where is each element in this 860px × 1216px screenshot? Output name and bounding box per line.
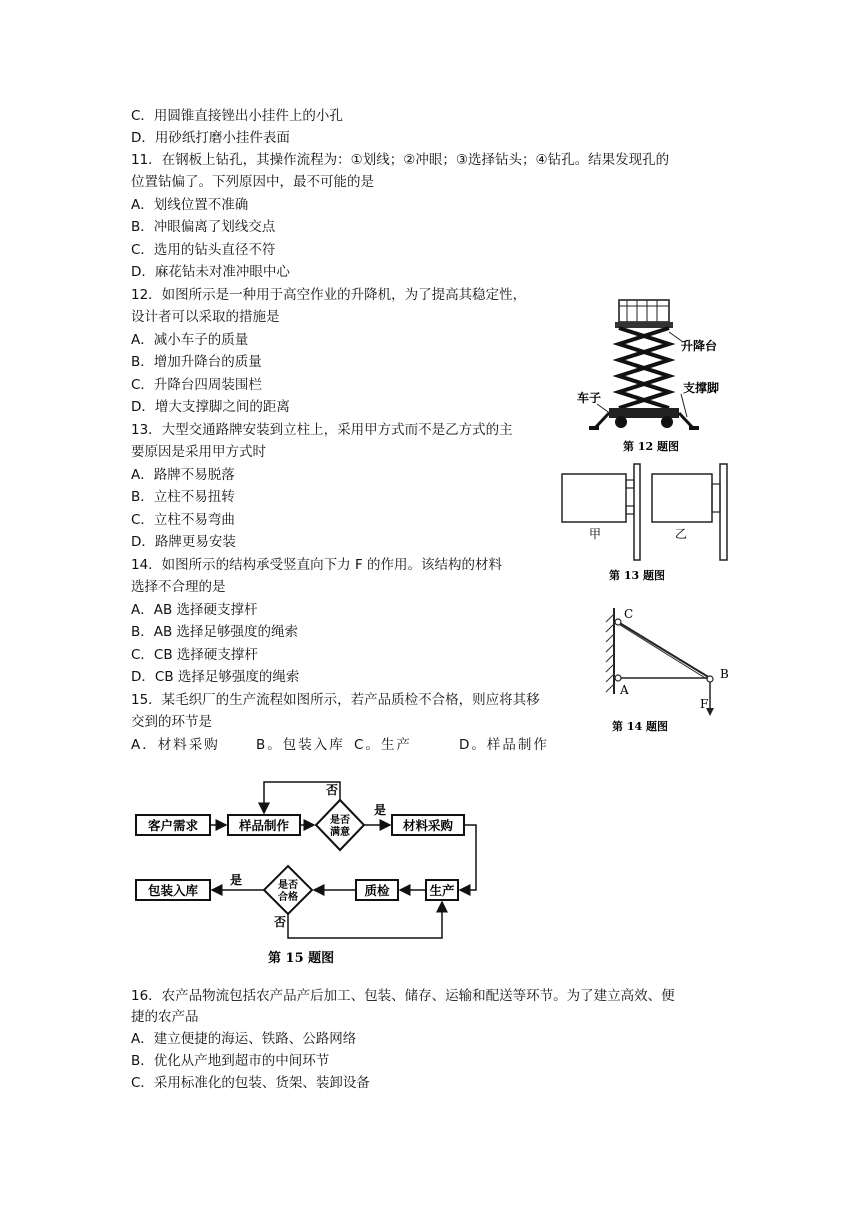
q16-option-b: B．优化从产地到超市的中间环节 <box>131 1053 330 1069</box>
fig13-label-jia: 甲 <box>589 527 602 541</box>
flow-satisfied-line2: 满意 <box>330 827 350 838</box>
q11-stem-line2: 位置钻偏了。下列原因中，最不可能的是 <box>131 174 374 190</box>
fig12-caption: 第 12 题图 <box>623 440 679 453</box>
figure-12-lift <box>575 292 770 454</box>
q13-option-b: B．立柱不易扭转 <box>131 489 235 505</box>
q14-option-a: A．AB 选择硬支撑杆 <box>131 602 258 618</box>
q11-option-a: A．划线位置不准确 <box>131 197 249 213</box>
q15-stem-line1: 15．某毛织厂的生产流程如图所示，若产品质检不合格，则应将其移 <box>131 692 540 708</box>
flow-qualified-line2: 合格 <box>278 892 298 903</box>
q11-option-c: C．选用的钻头直径不符 <box>131 242 276 258</box>
q14-stem-line2: 选择不合理的是 <box>131 579 226 595</box>
q13-option-c: C．立柱不易弯曲 <box>131 512 235 528</box>
q10-option-c: C．用圆锥直接锉出小挂件上的小孔 <box>131 108 343 124</box>
flow-customer: 客户需求 <box>147 818 199 833</box>
q15-option-c: C。生产 <box>354 737 412 753</box>
flow-inspect: 质检 <box>364 883 390 898</box>
fig12-label-leg: 支撑脚 <box>683 381 720 395</box>
flow-satisfied-line1: 是否 <box>330 815 350 826</box>
figure-13-sign-mount <box>557 460 737 588</box>
q11-stem-line1: 11．在钢板上钻孔，其操作流程为：①划线；②冲眼；③选择钻头；④钻孔。结果发现孔的 <box>131 152 670 168</box>
q16-stem-line1: 16．农产品物流包括农产品产后加工、包装、储存、运输和配送等环节。为了建立高效、便 <box>131 988 675 1004</box>
q10-option-d: D．用砂纸打磨小挂件表面 <box>131 130 290 146</box>
flow-qualified-line1: 是否 <box>278 880 298 891</box>
q16-stem-line2: 捷的农产品 <box>131 1009 199 1025</box>
fig14-label-c: C <box>624 607 634 621</box>
q14-option-b: B．AB 选择足够强度的绳索 <box>131 624 299 640</box>
fig13-caption: 第 13 题图 <box>609 569 665 582</box>
q14-option-d: D．CB 选择足够强度的绳索 <box>131 669 300 685</box>
fig14-label-f: F <box>700 697 709 711</box>
q13-stem-line1: 13．大型交通路牌安装到立柱上，采用甲方式而不是乙方式的主 <box>131 422 513 438</box>
q15-stem-line2: 交到的环节是 <box>131 714 212 730</box>
q15-options-row <box>131 734 549 756</box>
q15-option-a: A．材料采购 <box>131 737 220 753</box>
q11-option-b: B．冲眼偏离了划线交点 <box>131 219 276 235</box>
q13-option-a: A．路牌不易脱落 <box>131 467 235 483</box>
q12-stem-line1: 12．如图所示是一种用于高空作业的升降机，为了提高其稳定性， <box>131 287 527 303</box>
fig13-label-yi: 乙 <box>675 527 688 541</box>
figure-15-flowchart <box>130 778 490 970</box>
q16-option-c: C．采用标准化的包装、货架、装卸设备 <box>131 1075 370 1091</box>
q11-option-d: D．麻花钻未对准冲眼中心 <box>131 264 290 280</box>
fig12-label-car: 车子 <box>577 391 602 405</box>
fig15-caption: 第 15 题图 <box>268 951 335 966</box>
flow-no-bottom: 否 <box>274 915 287 929</box>
flow-no-top: 否 <box>326 783 339 797</box>
q15-option-b: B。包装入库 <box>256 737 345 753</box>
figure-14-bracket <box>600 604 735 736</box>
flow-produce: 生产 <box>429 883 455 898</box>
q12-option-a: A．减小车子的质量 <box>131 332 249 348</box>
q13-stem-line2: 要原因是采用甲方式时 <box>131 444 266 460</box>
q12-stem-line2: 设计者可以采取的措施是 <box>131 309 280 325</box>
q12-option-d: D．增大支撑脚之间的距离 <box>131 399 290 415</box>
flow-yes-top: 是 <box>374 803 387 817</box>
q13-option-d: D．路牌更易安装 <box>131 534 236 550</box>
q14-stem-line1: 14．如图所示的结构承受竖直向下力 F 的作用。该结构的材料 <box>131 557 503 573</box>
q12-option-b: B．增加升降台的质量 <box>131 354 262 370</box>
q12-option-c: C．升降台四周装围栏 <box>131 377 262 393</box>
flow-sample: 样品制作 <box>238 818 290 833</box>
q15-option-d: D。样品制作 <box>459 737 549 753</box>
q14-option-c: C．CB 选择硬支撑杆 <box>131 647 258 663</box>
fig14-caption: 第 14 题图 <box>612 720 668 733</box>
fig14-label-a: A <box>620 683 629 697</box>
flow-material: 材料采购 <box>402 818 454 833</box>
flow-yes-bottom: 是 <box>230 873 243 887</box>
q16-option-a: A．建立便捷的海运、铁路、公路网络 <box>131 1031 357 1047</box>
flow-package: 包装入库 <box>147 883 199 898</box>
fig14-label-b: B <box>720 667 729 681</box>
fig12-label-platform: 升降台 <box>681 339 718 353</box>
